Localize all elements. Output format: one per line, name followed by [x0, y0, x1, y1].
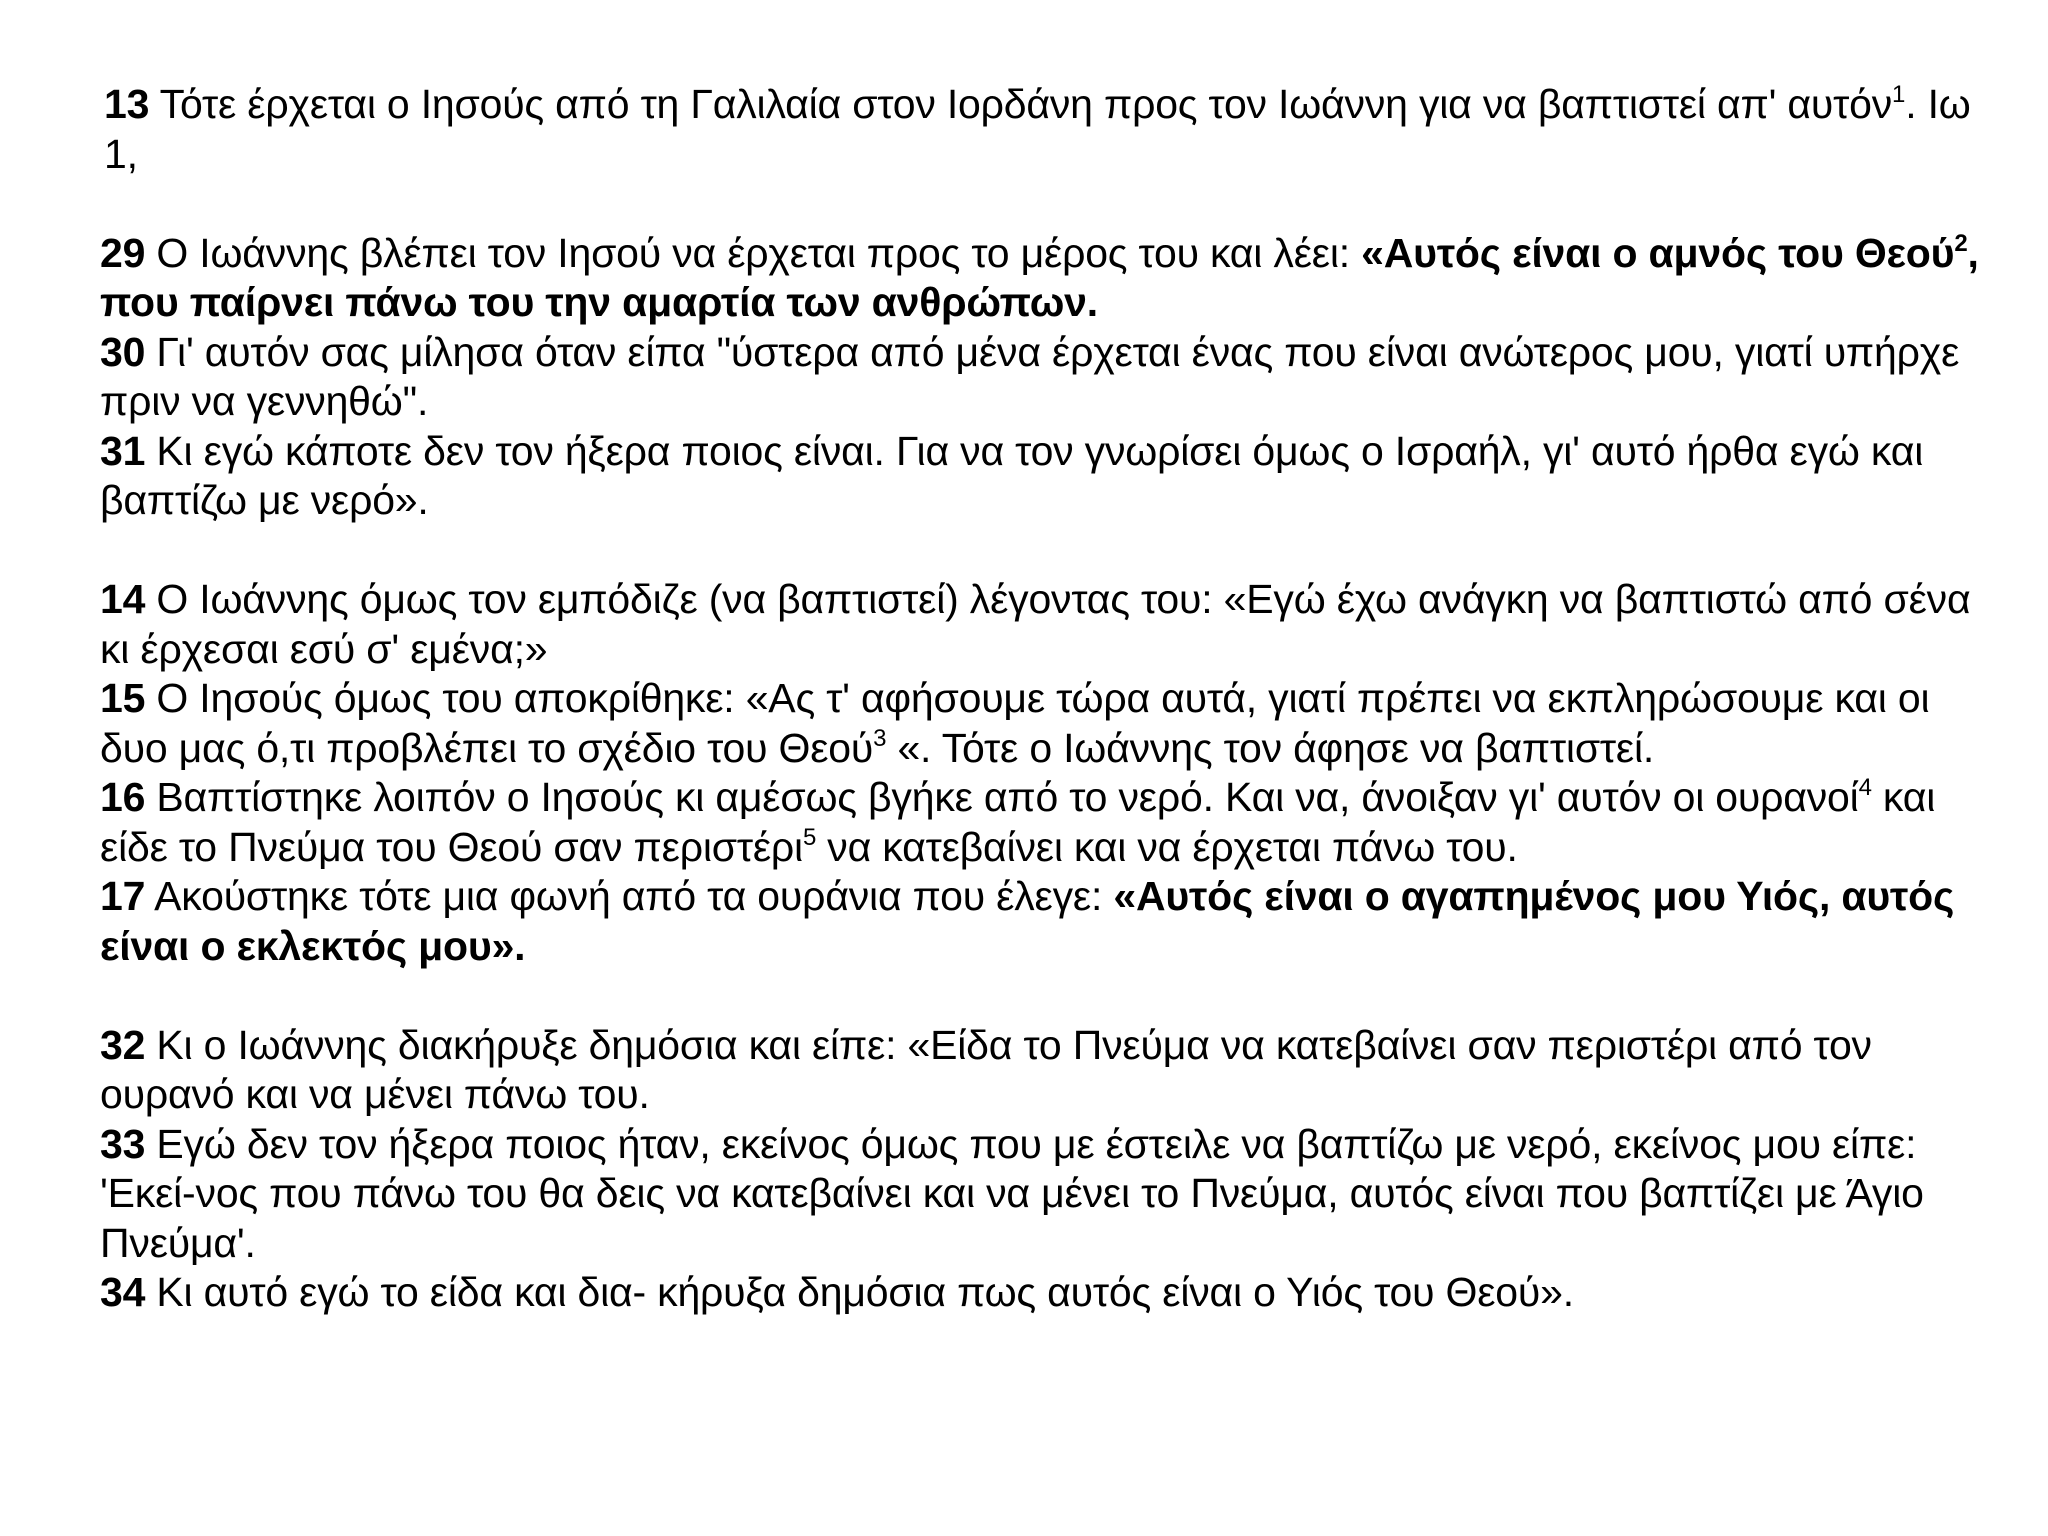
verse-number: 29	[100, 229, 146, 276]
verse-17	[100, 872, 2000, 971]
verse-number: 33	[100, 1120, 146, 1167]
slide-text-body	[100, 80, 2000, 1318]
verse-33	[100, 1120, 2000, 1269]
verse-31	[100, 427, 2000, 526]
verse-13	[100, 80, 2000, 179]
verse-34	[100, 1268, 2000, 1318]
verse-text: Βαπτίστηκε λοιπόν ο Ιησούς κι αμέσως βγήκε από το νερό. Και να, άνοιξαν γι' αυτόν οι ουρανοί	[145, 774, 1859, 820]
verse-number: 34	[100, 1269, 146, 1315]
verse-text: Κι εγώ κάποτε δεν τον ήξερα ποιος είναι. Για να τον γνωρίσει όμως ο Ισραήλ, γι' αυτό ήρθα εγώ και βαπτίζω με νερό».	[100, 427, 1924, 523]
verse-number: 16	[100, 774, 146, 820]
verse-32	[100, 1021, 2000, 1120]
verse-text: Τότε έρχεται ο Ιησούς από τη Γαλιλαία στον Ιορδάνη προς τον Ιωάννη για να βαπτιστεί απ' αυτόν	[149, 81, 1893, 127]
verse-text: Ο Ιησούς όμως του αποκρίθηκε: «Ας τ' αφήσουμε τώρα αυτά, γιατί πρέπει να εκπληρώσουμε και οι δυο μας ό,τι προβλέπει το σχέδιο του Θεού	[100, 675, 1930, 771]
verse-text: Κι ο Ιωάννης διακήρυξε δημόσια και είπε: «Είδα το Πνεύμα να κατεβαίνει σαν περιστέρι από τον ουρανό και να μένει πάνω του.	[100, 1021, 1872, 1117]
verse-15	[100, 674, 2000, 773]
verse-text-mid: και είδε το Πνεύμα του Θεού σαν περιστέρι	[100, 774, 1936, 870]
footnote-marker: 3	[873, 724, 887, 752]
verse-number: 17	[100, 873, 146, 919]
verse-text: Ακούστηκε τότε μια φωνή από τα ουράνια που έλεγε:	[145, 873, 1114, 919]
paragraph-gap	[100, 971, 2000, 1021]
verse-number: 15	[100, 675, 146, 721]
verse-quote-bold-tail: , που παίρνει πάνω του την αμαρτία των ανθρώπων.	[100, 229, 1979, 325]
verse-text: Ο Ιωάννης όμως τον εμπόδιζε (να βαπτιστεί) λέγοντας του: «Εγώ έχω ανάγκη να βαπτιστώ από σένα κι έρχεσαι εσύ σ' εμένα;»	[100, 576, 1971, 672]
verse-text-tail: . Ιω 1,	[104, 81, 1971, 177]
verse-text: Γι' αυτόν σας μίλησα όταν είπα "ύστερα από μένα έρχεται ένας που είναι ανώτερος μου, γιατί υπήρχε πριν να γεννηθώ".	[100, 328, 1960, 424]
verse-29	[100, 229, 2000, 328]
verse-number: 32	[100, 1021, 146, 1068]
footnote-marker: 2	[1954, 229, 1968, 257]
verse-text-tail: «. Τότε ο Ιωάννης τον άφησε να βαπτιστεί.	[886, 724, 1655, 771]
footnote-marker: 5	[802, 823, 817, 851]
verse-14	[100, 575, 2000, 674]
verse-text: Εγώ δεν τον ήξερα ποιος ήταν, εκείνος όμως που με έστειλε να βαπτίζω με νερό, εκείνος μου είπε: 'Εκεί-νος που πάνω του θα δεις να κατεβαίνει και να μένει το Πνεύμα, αυτός είναι που βαπτίζει με Άγιο Πνεύμα'.	[100, 1120, 1924, 1266]
verse-number: 30	[100, 328, 146, 375]
verse-number: 14	[100, 576, 146, 622]
verse-16	[100, 773, 2000, 872]
verse-text-tail: να κατεβαίνει και να έρχεται πάνω του.	[816, 823, 1518, 870]
verse-number: 13	[104, 81, 150, 127]
verse-text: Κι αυτό εγώ το είδα και δια- κήρυξα δημόσια πως αυτός είναι ο Υιός του Θεού».	[145, 1269, 1574, 1315]
verse-text: Ο Ιωάννης βλέπει τον Ιησού να έρχεται προς το μέρος του και λέει:	[145, 229, 1362, 276]
footnote-marker: 4	[1858, 774, 1872, 801]
verse-number: 31	[100, 427, 146, 474]
paragraph-gap	[100, 179, 2000, 229]
verse-quote-bold: «Αυτός είναι ο αγαπημένος μου Υιός, αυτός είναι ο εκλεκτός μου».	[100, 873, 1955, 969]
verse-30	[100, 328, 2000, 427]
verse-quote-bold: «Αυτός είναι ο αμνός του Θεού	[1361, 229, 1955, 276]
footnote-marker: 1	[1892, 81, 1906, 108]
paragraph-gap	[100, 526, 2000, 576]
